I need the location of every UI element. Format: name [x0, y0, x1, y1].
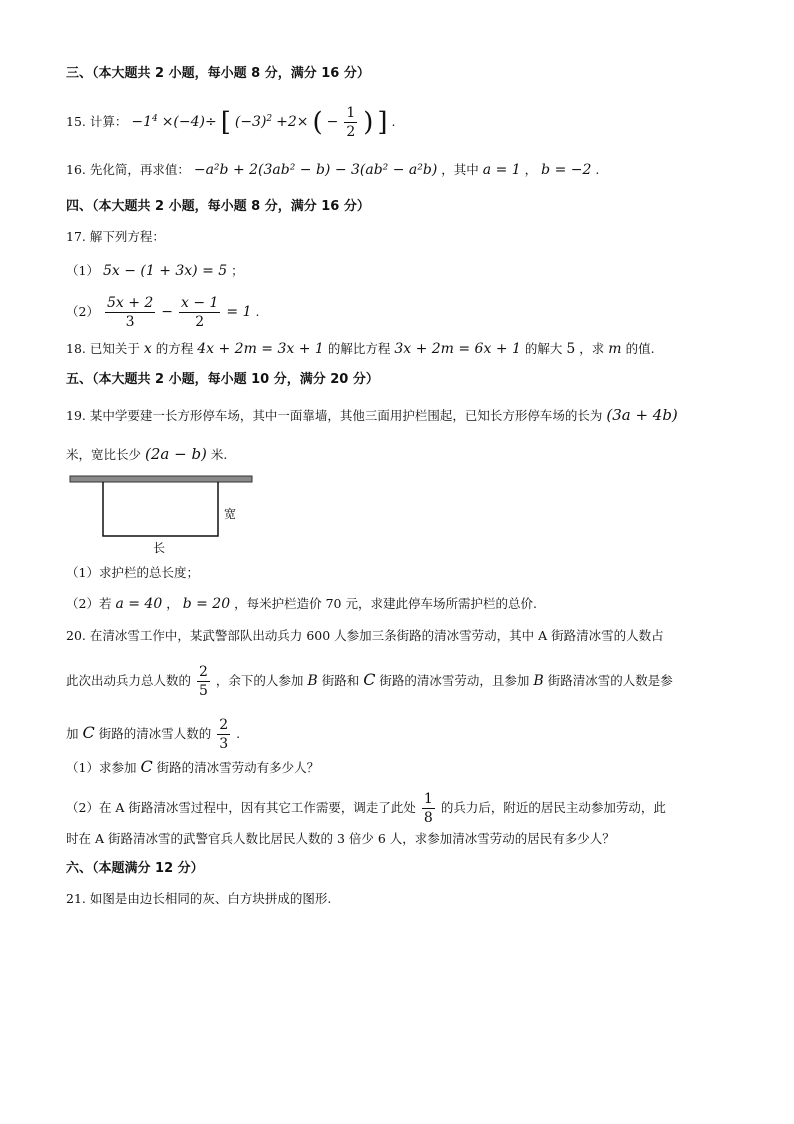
- question-21: 21. 如图是由边长相同的灰、白方块拼成的图形.: [66, 891, 332, 906]
- q20-t2a: 此次出动兵力总人数的: [66, 673, 192, 688]
- q15-frac-den: 2: [346, 124, 356, 140]
- question-18: [66, 342, 655, 356]
- q17-frac-1: [105, 296, 155, 329]
- q18-five: 5: [566, 341, 576, 357]
- q19-t2a: 米，宽比长少: [66, 447, 142, 462]
- figure-width-label: 宽: [224, 507, 237, 521]
- q20-C2: C: [82, 723, 95, 742]
- q20-t3c: .: [236, 726, 241, 741]
- q15-bracket-open: [: [220, 107, 231, 138]
- figure-length-label: 长: [153, 541, 166, 555]
- q18-m: m: [608, 341, 622, 357]
- q20-p1a: （1）求参加: [66, 760, 137, 775]
- q15-exp-2: 2: [266, 113, 273, 124]
- q20-frac-3: [422, 792, 435, 825]
- section-3-heading: 三、（本大题共 2 小题，每小题 8 分，满分 16 分）: [66, 66, 370, 81]
- q20-f2-num: 2: [219, 717, 229, 733]
- q20-f3-den: 8: [423, 810, 433, 826]
- q19-p2-sep: ，: [166, 596, 179, 611]
- section-5-heading: 五、（本大题共 2 小题，每小题 10 分，满分 20 分）: [66, 372, 379, 387]
- q20-t2e: 街路清冰雪的人数是参: [547, 673, 673, 688]
- section-6-heading: 六、（本题满分 12 分）: [66, 861, 204, 876]
- q20-p2a: （2）在 A 街路清冰雪过程中，因有其它工作需要，调走了此处: [66, 800, 416, 815]
- q20-f1-den: 5: [199, 683, 208, 699]
- q20-f2-den: 3: [219, 736, 229, 752]
- q17-den-2: 2: [195, 314, 205, 330]
- q16-end: .: [595, 162, 600, 177]
- q18-t1: 18. 已知关于: [66, 341, 140, 356]
- q20-t2b: ，余下的人参加: [215, 673, 304, 688]
- q20-p1b: 街路的清冰雪劳动有多少人？: [156, 760, 320, 775]
- q18-x: x: [143, 341, 152, 357]
- q18-eq2: 3x + 2m = 6x + 1: [394, 341, 521, 357]
- q17-frac-2: [179, 296, 220, 329]
- q16-cond-a: a = 1: [482, 162, 521, 178]
- q16-sep: ，: [524, 162, 538, 177]
- q19-p2a: （2）若: [66, 596, 112, 611]
- q15-label: 15. 计算：: [66, 114, 128, 129]
- q15-fraction: [344, 106, 357, 139]
- q20-t3b: 街路的清冰雪人数的: [98, 726, 212, 741]
- question-19-part-1: （1）求护栏的总长度；: [66, 565, 199, 580]
- q15-expr-mid1: ×(−4)÷: [161, 114, 217, 130]
- q18-t5: ，求: [579, 341, 605, 356]
- q17-den-1: 3: [125, 314, 135, 330]
- q15-end: .: [391, 114, 396, 129]
- q18-t2: 的方程: [155, 341, 194, 356]
- fence-outline: [103, 482, 218, 536]
- section-4-heading: 四、（本大题共 2 小题，每小题 8 分，满分 16 分）: [66, 199, 370, 214]
- question-20-line-1: 20. 在清冰雪工作中，某武警部队出动兵力 600 人参加三条街路的清冰雪劳动，其中 A 街路清冰雪的人数占: [66, 628, 664, 643]
- q19-t1: 19. 某中学要建一长方形停车场，其中一面靠墙，其他三面用护栏围起，已知长方形停车场的长为: [66, 408, 603, 423]
- q17-p2-rhs: = 1: [226, 304, 252, 320]
- q20-frac-2: [217, 718, 230, 751]
- q17-num-1: 5x + 2: [106, 295, 154, 311]
- question-17-label: 17. 解下列方程：: [66, 229, 165, 244]
- question-15: [66, 106, 396, 139]
- q17-p2-end: .: [255, 304, 260, 319]
- q20-t2d: 街路的清冰雪劳动，且参加: [379, 673, 530, 688]
- q20-t2c: 街路和: [321, 673, 360, 688]
- q20-C3: C: [140, 757, 153, 776]
- q15-bracket-close: ]: [377, 107, 388, 138]
- q17-p2-label: （2）: [66, 304, 99, 319]
- q20-t3a: 加: [66, 726, 79, 741]
- question-20-part-2-line-2: 时在 A 街路清冰雪的武警官兵人数比居民人数的 3 倍少 6 人，求参加清冰雪劳动的居民有多少人？: [66, 831, 615, 846]
- q15-minus: −: [326, 114, 339, 130]
- wall-bar: [70, 476, 252, 482]
- question-16: [66, 163, 599, 177]
- q19-t2b: 米.: [210, 447, 228, 462]
- q16-cond-b: b = −2: [541, 162, 592, 178]
- q15-paren-open: (: [312, 107, 323, 138]
- q20-C1: C: [363, 670, 376, 689]
- q20-B1: B: [307, 673, 318, 689]
- q15-expr-mid2: (−3): [234, 114, 267, 130]
- q19-p2-a: a = 40: [115, 596, 163, 612]
- question-20-line-3: [66, 718, 240, 751]
- q16-expr: −a²b + 2(3ab² − b) − 3(ab² − a²b): [193, 162, 438, 178]
- q17-p2-minus: −: [161, 304, 173, 320]
- question-17-part-1: [66, 264, 244, 278]
- question-19-part-2: [66, 597, 537, 611]
- q20-f3-num: 1: [423, 791, 433, 807]
- question-20-line-2: [66, 665, 673, 698]
- question-19-line-2: [66, 447, 227, 462]
- q16-label: 16. 先化简，再求值：: [66, 162, 190, 177]
- q19-p2-b: b = 20: [182, 596, 231, 612]
- q16-condition-prefix: ，其中: [441, 162, 479, 177]
- q15-exp-4: 4: [151, 113, 158, 124]
- q15-frac-num: 1: [346, 105, 356, 121]
- q15-expr-mid3: +2×: [276, 114, 309, 130]
- q18-t4: 的解大: [524, 341, 563, 356]
- question-17-part-2: [66, 296, 259, 329]
- q18-eq1: 4x + 2m = 3x + 1: [197, 341, 324, 357]
- q15-paren-close: ): [363, 107, 374, 138]
- q20-f1-num: 2: [199, 664, 208, 680]
- q18-t6: 的值.: [625, 341, 655, 356]
- q20-B2: B: [533, 673, 544, 689]
- parking-lot-figure: [68, 472, 268, 558]
- question-20-part-1: [66, 759, 319, 775]
- question-20-part-2-line-1: [66, 792, 666, 825]
- q20-frac-1: [197, 665, 210, 698]
- q17-num-2: x − 1: [180, 295, 219, 311]
- q15-expr-start: −1: [131, 114, 152, 130]
- q17-p1-end: ；: [231, 263, 244, 278]
- q20-p2b: 的兵力后，附近的居民主动参加劳动，此: [440, 800, 666, 815]
- question-19-line-1: [66, 408, 678, 423]
- q19-width-expr: (2a − b): [145, 445, 207, 463]
- q17-p1-expr: 5x − (1 + 3x) = 5: [102, 263, 228, 279]
- q19-p2b: ，每米护栏造价 70 元，求建此停车场所需护栏的总价.: [234, 596, 537, 611]
- q18-t3: 的解比方程: [327, 341, 391, 356]
- q17-p1-label: （1）: [66, 263, 99, 278]
- q19-len-expr: (3a + 4b): [606, 406, 678, 424]
